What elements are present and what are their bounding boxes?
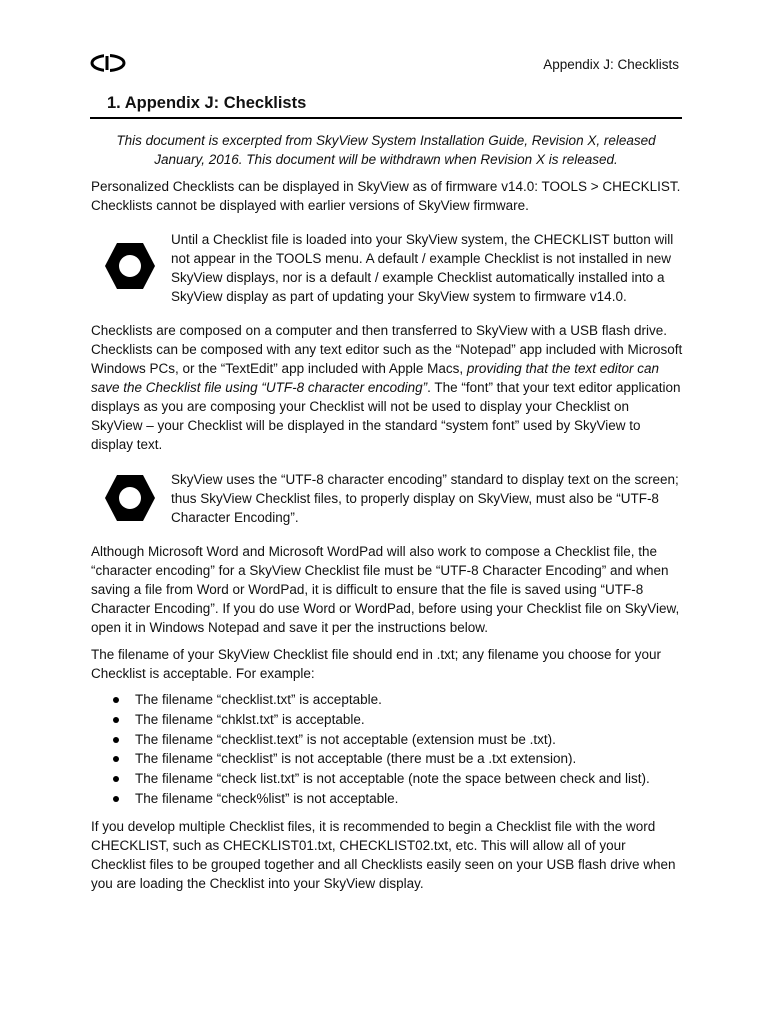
bullet-icon	[113, 717, 119, 723]
bullet-icon	[113, 796, 119, 802]
list-item	[109, 690, 689, 710]
list-item-text: The filename “checklist.txt” is acceptable.	[135, 692, 382, 707]
bullet-icon	[113, 776, 119, 782]
section-heading: 1. Appendix J: Checklists	[107, 94, 307, 112]
dynon-logo-icon	[90, 54, 126, 72]
list-item-text: The filename “check list.txt” is not acceptable (note the space between check and list).	[135, 771, 650, 787]
note-checklist-button: Until a Checklist file is loaded into your SkyView system, the CHECKLIST button will not appear in the TOOLS menu. A default / example Checklist is not installed in new SkyView displays, nor is a default / example Checklist automatically installed into a SkyView display as part of updating your SkyView system to firmware v14.0.	[171, 232, 674, 304]
list-item-text: The filename “check%list” is not acceptable.	[135, 790, 399, 806]
list-item	[109, 730, 689, 750]
heading-divider	[90, 117, 682, 119]
composed-text-b: . The “font” that your text editor application displays as you are composing your Checklist will not be used to display your Checklist on SkyView – your Checklist will be displayed in the standard “system font” used by SkyView to display text.	[91, 380, 681, 452]
list-item	[109, 769, 689, 789]
list-item-text: The filename “checklist.text” is not acceptable (extension must be .txt).	[135, 731, 556, 747]
composed-text-emphasis: providing that the text editor can save the Checklist file using “UTF-8 character encoding”	[91, 361, 660, 395]
bullet-icon	[113, 756, 119, 762]
note-utf8: SkyView uses the “UTF-8 character encoding” standard to display text on the screen; thus SkyView Checklist files, to properly display on SkyView, must also be “UTF-8 Character Encoding”.	[171, 472, 679, 525]
composed-paragraph	[91, 321, 683, 454]
list-item	[109, 710, 689, 730]
excerpt-note: This document is excerpted from SkyView System Installation Guide, Revision X, released January, 2016. This document will be withdrawn when Revision X is released.	[116, 133, 656, 167]
running-header-title: Appendix J: Checklists	[543, 57, 679, 72]
filename-paragraph: The filename of your SkyView Checklist file should end in .txt; any filename you choose for your Checklist is acceptable. For example:	[91, 647, 662, 681]
list-item-text: The filename “chklst.txt” is acceptable.	[135, 711, 365, 727]
list-item	[109, 789, 689, 809]
bullet-icon	[113, 697, 119, 703]
composed-text-a: Checklists are composed on a computer and then transferred to SkyView with a USB flash drive. Checklists can be composed with any text editor such as the “Notepad” app included with Microsoft Windows PCs, or the “TextEdit” app included with Apple Macs,	[91, 323, 683, 376]
word-paragraph: Although Microsoft Word and Microsoft WordPad will also work to compose a Checklist file, the “character encoding” for a SkyView Checklist file must be “UTF-8 Character Encoding” and when saving a file from Word or WordPad, it is difficult to ensure that the file is saved using “UTF-8 Character Encoding”. If you do use Word or WordPad, before using your Checklist file on SkyView, open it in Windows Notepad and save it per the instructions below.	[91, 544, 680, 635]
multiple-files-paragraph: If you develop multiple Checklist files, it is recommended to begin a Checklist file with the word CHECKLIST, such as CHECKLIST01.txt, CHECKLIST02.txt, etc. This will allow all of your Checklist files to be grouped together and all Checklists easily seen on your USB flash drive when you are loading the Checklist into your SkyView display.	[91, 819, 676, 891]
list-item	[109, 749, 689, 769]
bullet-icon	[113, 737, 119, 743]
filename-examples-list	[109, 690, 689, 809]
hex-nut-icon	[104, 472, 156, 524]
hex-nut-icon	[104, 240, 156, 292]
intro-paragraph: Personalized Checklists can be displayed in SkyView as of firmware v14.0: TOOLS > CHECKLIST. Checklists cannot be displayed with earlier versions of SkyView firmware.	[91, 179, 681, 213]
list-item-text: The filename “checklist” is not acceptable (there must be a .txt extension).	[135, 751, 577, 767]
